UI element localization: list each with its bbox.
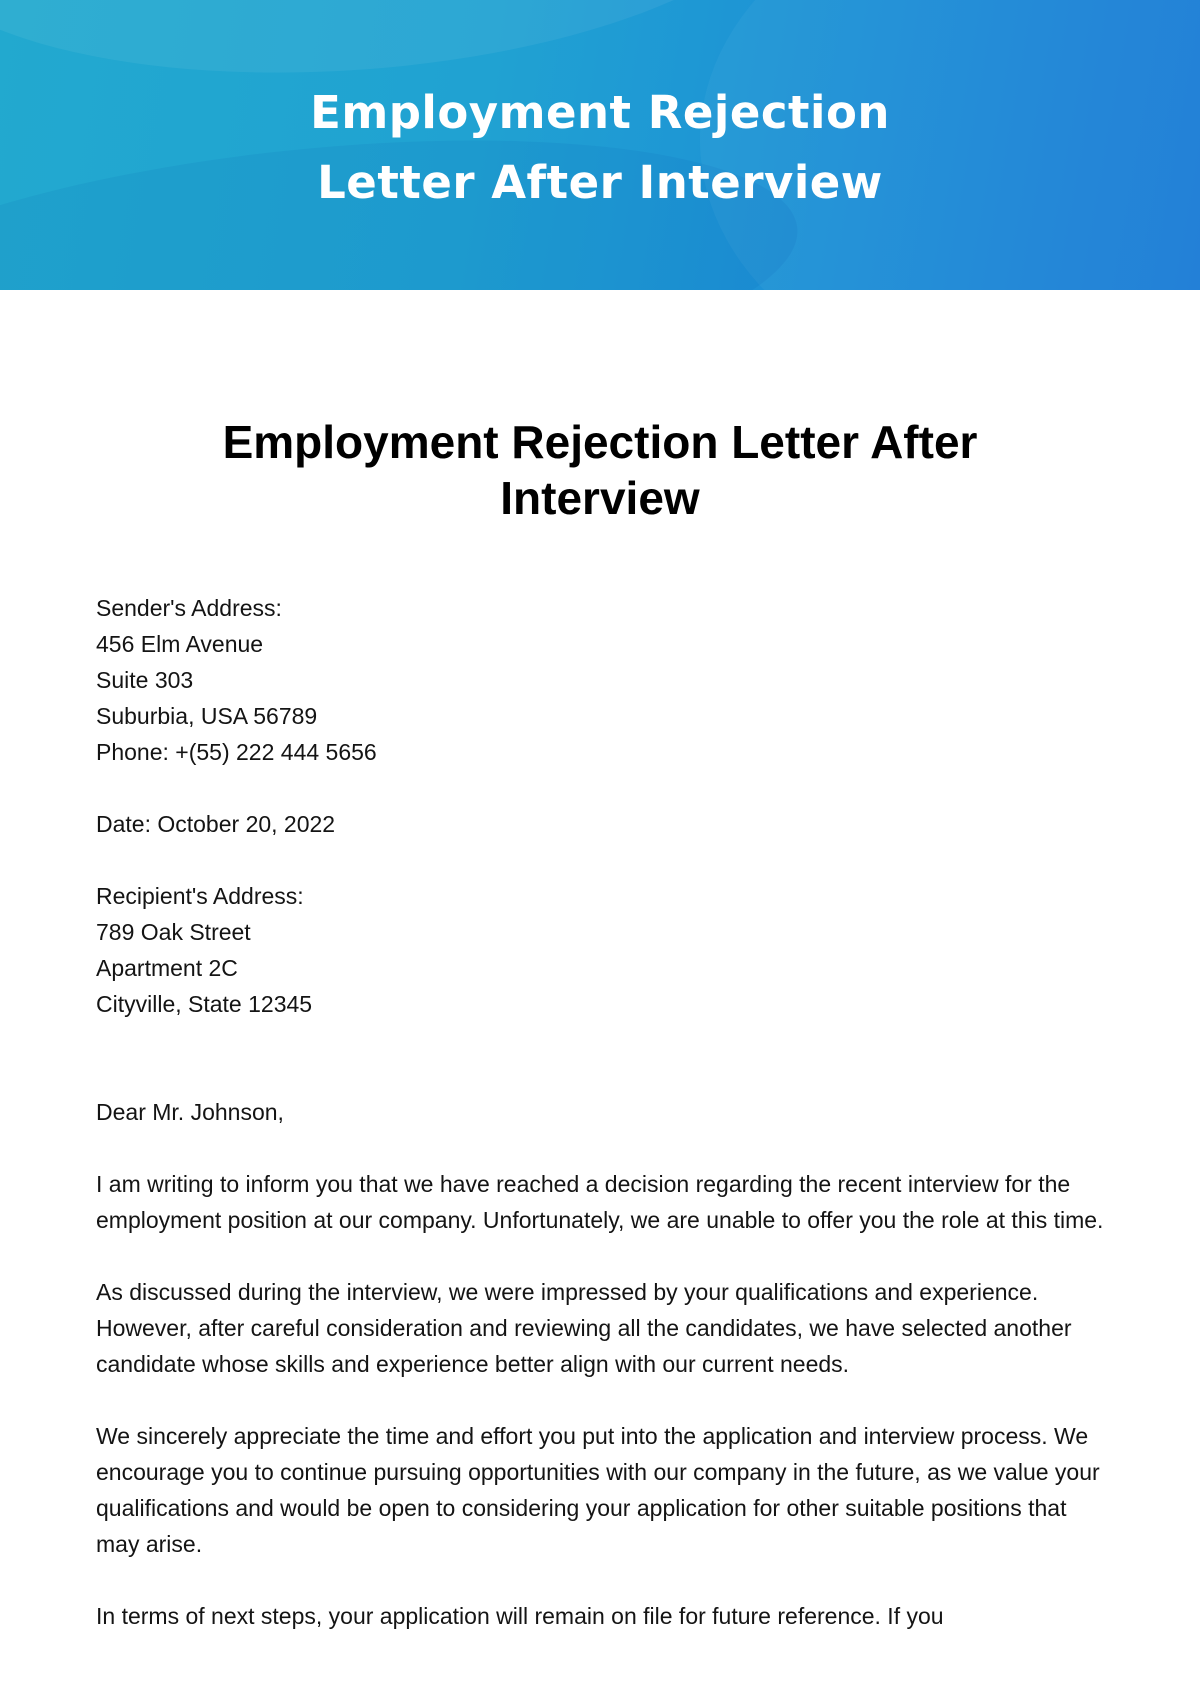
- banner-title-line-1: Employment Rejection: [310, 86, 890, 139]
- sender-phone: Phone: +(55) 222 444 5656: [96, 739, 377, 765]
- recipient-address-line: Apartment 2C: [96, 955, 238, 981]
- letter-paragraph: I am writing to inform you that we have reached a decision regarding the recent interview for the employment position at our company. Unfortunately, we are unable to offer you the role at this time.: [96, 1171, 1104, 1233]
- letter-paragraph: We sincerely appreciate the time and effort you put into the application and interview process. We encourage you to continue pursuing opportunities with our company in the future, as we value your qualifications and would be open to considering your application for other suitable positions that may arise.: [96, 1423, 1100, 1557]
- letter-body: [96, 590, 1106, 1634]
- salutation: Dear Mr. Johnson,: [96, 1099, 284, 1125]
- letter-date: Date: October 20, 2022: [96, 811, 336, 837]
- sender-address-line: Suite 303: [96, 667, 194, 693]
- banner-title-line-2: Letter After Interview: [317, 156, 883, 209]
- sender-address-block: [96, 590, 1106, 770]
- sender-address-label: Sender's Address:: [96, 595, 282, 621]
- banner-title: [0, 78, 1200, 218]
- letter-paragraph: In terms of next steps, your application will remain on file for future reference. If you: [96, 1603, 944, 1629]
- letter-paragraph: As discussed during the interview, we were impressed by your qualifications and experience. However, after careful consideration and reviewing all the candidates, we have selected another candidate whose skills and experience better align with our current needs.: [96, 1279, 1072, 1377]
- header-banner: [0, 0, 1200, 290]
- document-title: Employment Rejection Letter After Interview: [222, 416, 978, 524]
- sender-address-line: Suburbia, USA 56789: [96, 703, 318, 729]
- recipient-address-line: 789 Oak Street: [96, 919, 251, 945]
- recipient-address-block: [96, 878, 1106, 1022]
- recipient-address-label: Recipient's Address:: [96, 883, 304, 909]
- recipient-address-line: Cityville, State 12345: [96, 991, 313, 1017]
- sender-address-line: 456 Elm Avenue: [96, 631, 264, 657]
